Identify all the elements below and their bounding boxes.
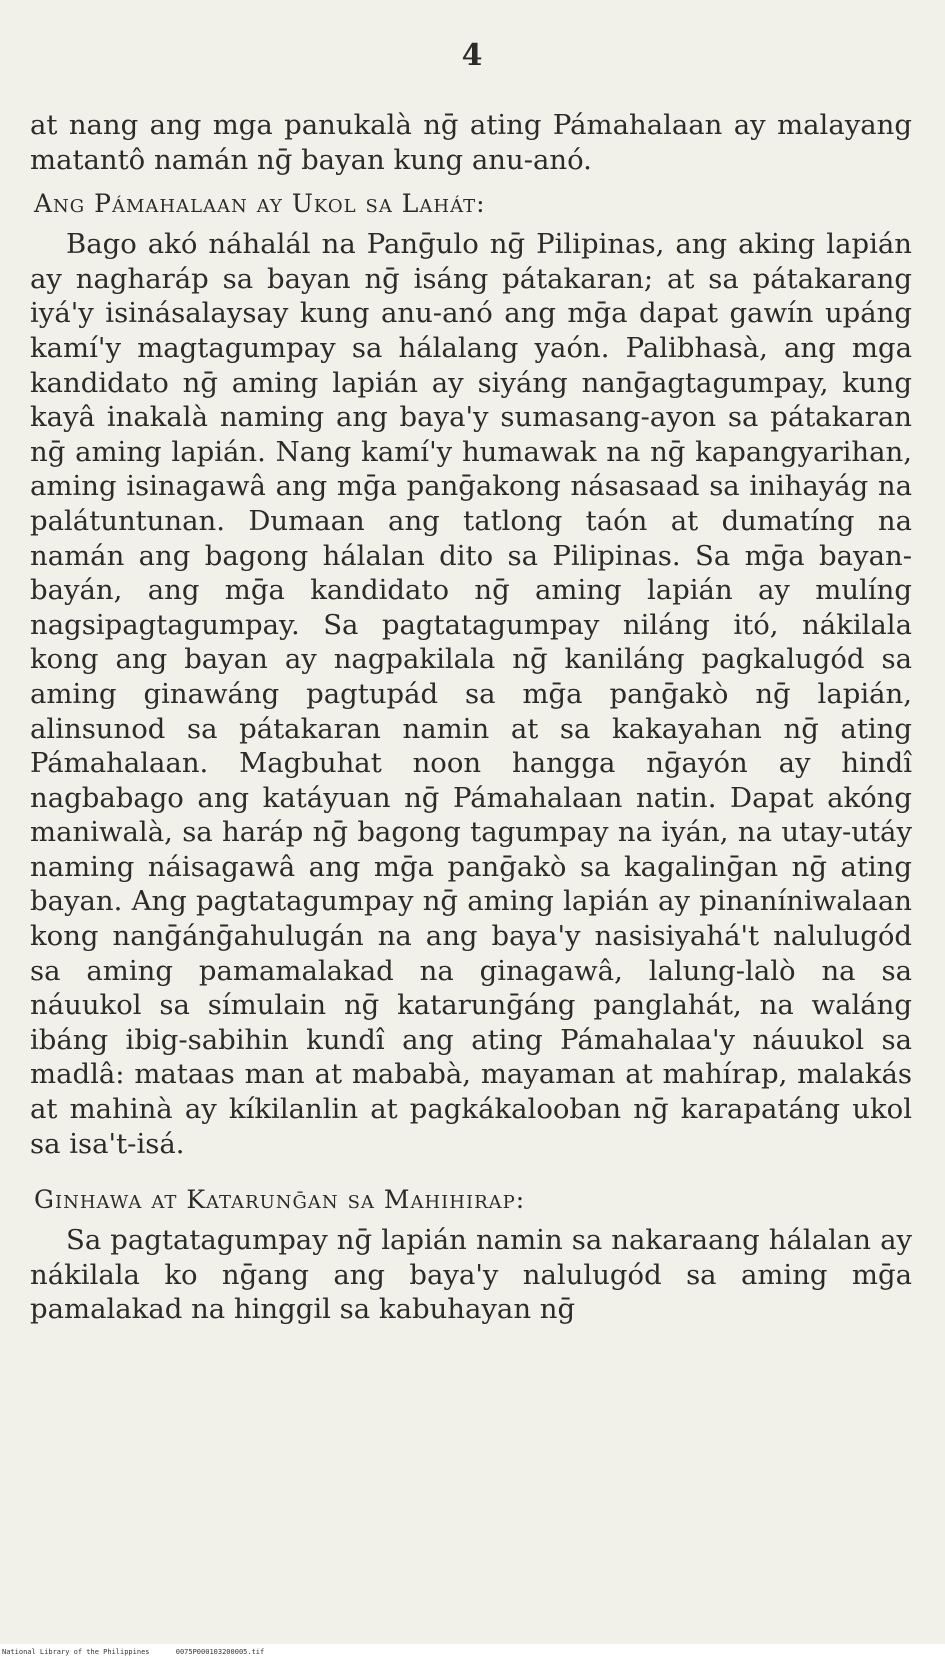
section-body-pamahalaan: Bago akó náhalál na Panḡulo nḡ Pilipinas, ang aking lapián ay nagharáp sa bayan nḡ isáng pátakaran; at sa pátakarang iyá'y isinásalaysay kung anu-anó ang mḡa dapat gawín upáng kamí'y magtagumpay sa hálalang yaón. Palibhasà, ang mga kandidato nḡ aming lapián ay siyáng nanḡagtagumpay, kung kayâ inakalà naming ang baya'y sumasang-ayon sa pátakaran nḡ aming lapián. Nang kamí'y humawak na nḡ kapangyarihan, aming isinagawâ ang mḡa panḡakong násasaad sa inihayág na palátuntunan. Dumaan ang tatlong taón at dumatíng na namán ang bagong hálalan dito sa Pilipinas. Sa mḡa bayan-bayán, ang mḡa kandidato nḡ aming lapián ay mulíng nagsipagtagumpay. Sa pagtatagumpay niláng itó, nákilala kong ang bayan ay nagpakilala nḡ kaniláng pagkalugód sa aming ginawáng pagtupád sa mḡa panḡakò nḡ lapián, alinsunod sa pátakaran namin at sa kakayahan nḡ ating Pámahalaan. Magbuhat noon hangga nḡayón ay hindî nagbabago ang katáyuan nḡ Pámahalaan natin. Dapat akóng maniwalà, sa haráp nḡ bagong tagumpay na iyán, na utay-utáy naming náisagawâ ang mḡa panḡakò sa kagalinḡan nḡ ating bayan. Ang pagtatagumpay nḡ aming lapián ay pinaníniwalaan kong nanḡánḡahulugán na ang baya'y nasisiyahá't nalulugód sa aming pamamalakad na ginagawâ, lalung-lalò na sa náuukol sa símulain nḡ katarunḡáng panglahát, na waláng ibáng ibig-sabihin kundî ang ating Pámahalaa'y náuukol sa madlâ: mataas man at mababà, mayaman at mahírap, malakás at mahinà ay kíkilanlin at pagkákalooban nḡ karapatáng ukol sa isa't-isá. (30, 228, 912, 1160)
footer-file-id: 0075P000103200005.tif (175, 1648, 265, 1656)
scan-footer-text (2, 1647, 264, 1657)
section-heading-pamahalaan: Ang Pámahalaan ay Ukol sa Lahát: (34, 189, 486, 219)
section-heading-ginhawa: Ginhawa at Katarunḡan sa Mahihirap: (34, 1185, 526, 1215)
footer-library-name: National Library of the Philippines (2, 1648, 150, 1656)
page-content (30, 108, 912, 1327)
page-number: 4 (461, 38, 484, 73)
scan-footer (0, 1644, 945, 1658)
continuation-paragraph: at nang ang mga panukalà nḡ ating Pámahalaan ay malayang matantô namán nḡ bayan kung anu-anó. (30, 109, 912, 176)
section-body-ginhawa: Sa pagtatagumpay nḡ lapián namin sa nakaraang hálalan ay nákilala ko nḡang ang baya'y nalulugód sa aming mḡa pamalakad na hinggil sa kabuhayan nḡ (30, 1224, 912, 1326)
